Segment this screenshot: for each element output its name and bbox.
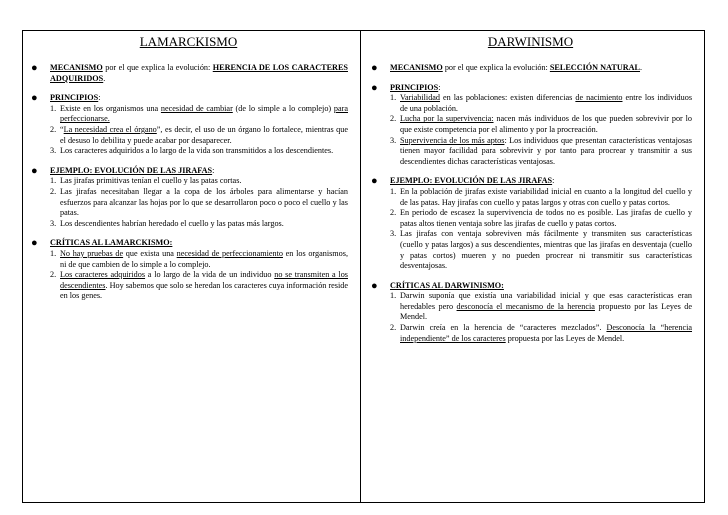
list-item: 3. Los caracteres adquiridos a lo largo de la vida son transmitidos a los descendientes. bbox=[50, 146, 334, 156]
list-item: 1. Darwin suponía que existía una variabilidad inicial y que esas características eran heredables pero desconocía el mecanismo de la herencia propuesto por las Leyes de Mendel. bbox=[390, 291, 692, 322]
list-item: 2. Las jirafas necesitaban llegar a la copa de los árboles para alimentarse y hacían esfuerzos para alcanzar las hojas por lo que se desarrollaron poco o poco el cuello y las patas. bbox=[50, 186, 348, 218]
lamarck-criticas-section: ● CRÍTICAS AL LAMARCKISMO: 1. No hay pruebas de que exista una necesidad de perfeccionamiento en los organismos, ni de que cambien de lo simple a lo complejo. 2. Los caracteres adquiridos a lo largo de la vida de un individuo no se transmiten a los descendientes. Hoy sabemos que solo se heredan los caracteres cuya información reside en los genes. bbox=[31, 237, 348, 301]
bullet-icon: ● bbox=[371, 279, 378, 292]
lamarckismo-title: LAMARCKISMO bbox=[139, 34, 238, 49]
list-item: 3. Las jirafas con ventaja sobreviven más fácilmente y transmiten sus características (cuello y patas largos) a sus descendientes, mientras que las jirafas en desventaja (cuello y patas cortos) mueren y no pueden procrear ni transmitir sus características desventajosas. bbox=[390, 229, 692, 271]
bullet-icon: ● bbox=[31, 62, 38, 74]
bullet-icon: ● bbox=[371, 62, 378, 74]
lamarck-ejemplo-section: ● EJEMPLO: EVOLUCIÓN DE LAS JIRAFAS: 1. Las jirafas primitivas tenían el cuello y las patas cortas. 2. Las jirafas necesitaban llegar a la copa de los árboles para alimentarse y hacían esfuerzos para alcanzar las hojas por lo que se desarrollaron poco o poco el cuello y las patas. 3. Los descendientes habrían heredado el cuello y las patas más largos. bbox=[31, 164, 348, 228]
list-item: 3. Los descendientes habrían heredado el cuello y las patas más largos. bbox=[50, 218, 284, 228]
bullet-icon: ● bbox=[31, 92, 38, 105]
list-item: 1. Las jirafas primitivas tenían el cuello y las patas cortas. bbox=[50, 176, 242, 186]
lamarck-mecanismo-section: ● MECANISMO por el que explica la evolución: HERENCIA DE LOS CARACTERES ADQUIRIDOS. bbox=[31, 62, 348, 83]
list-item: 2. En periodo de escasez la supervivencia de todos no es posible. Las jirafas de cuello y patas altos tienen ventaja sobre las jirafas de cuello y patas cortos. bbox=[390, 208, 692, 228]
darwinismo-column bbox=[361, 31, 704, 502]
comparison-sheet bbox=[22, 30, 705, 503]
bullet-icon: ● bbox=[31, 237, 38, 250]
darwin-ejemplo-section: ● EJEMPLO: EVOLUCIÓN DE LAS JIRAFAS: 1. En la población de jirafas existe variabilidad inicial en cuanto a la longitud del cuello y de las patas. Hay jirafas con cuello y patas largos y otras con cuello y patas cortos. 2. En periodo de escasez la supervivencia de todos no es posible. Las jirafas de cuello y patas altos tienen ventaja sobre las jirafas de cuello y patas cortos. 3. Las jirafas con ventaja sobreviven más fácilmente y transmiten sus características (cuello y patas largos) a sus descendientes, mientras que las jirafas en desventaja (cuello y patas cortos) mueren y no pueden procrear ni transmitir sus características desventajosas. bbox=[371, 175, 692, 271]
list-item: 2. “La necesidad crea el órgano”, es decir, el uso de un órgano lo fortalece, mientras que el desuso lo debilita y puede acabar por desaparecer. bbox=[50, 124, 348, 145]
list-item: 1. En la población de jirafas existe variabilidad inicial en cuanto a la longitud del cuello y de las patas. Hay jirafas con cuello y patas largos y otras con cuello y patas cortos. bbox=[390, 186, 692, 207]
bullet-icon: ● bbox=[371, 175, 378, 188]
lamarck-principios-section: ● PRINCIPIOS: 1. Existe en los organismos una necesidad de cambiar (de lo simple a lo complejo) para perfeccionarse. 2. “La necesidad crea el órgano”, es decir, el uso de un órgano lo fortalece, mientras que el desuso lo debilita y puede acabar por desaparecer. 3. Los caracteres adquiridos a lo largo de la vida son transmitidos a los descendientes. bbox=[31, 92, 348, 156]
list-item: 2. Darwin creía en la herencia de “caracteres mezclados”. Desconocía la “herencia independiente” de los caracteres propuesta por las Leyes de Mendel. bbox=[390, 323, 692, 343]
bullet-icon: ● bbox=[371, 81, 378, 94]
list-item: 3. Supervivencia de los más aptos: Los individuos que presentan características ventajosas tienen mayor facilidad para sobrevivir y por tanto para procrear y transmitir a sus descendientes dichas características ventajosas. bbox=[390, 135, 692, 166]
bullet-icon: ● bbox=[31, 164, 38, 177]
list-item: 2. Los caracteres adquiridos a lo largo de la vida de un individuo no se transmiten a los descendientes. Hoy sabemos que solo se heredan los caracteres cuya información reside en los genes. bbox=[50, 270, 348, 301]
list-item: 1. No hay pruebas de que exista una necesidad de perfeccionamiento en los organismos, ni de que cambien de lo simple a lo complejo. bbox=[50, 248, 348, 269]
list-item: 1. Existe en los organismos una necesidad de cambiar (de lo simple a lo complejo) para perfeccionarse. bbox=[50, 103, 348, 124]
darwin-mecanismo-section: ● MECANISMO por el que explica la evolución: SELECCIÓN NATURAL. bbox=[371, 62, 643, 74]
lamarckismo-column bbox=[23, 31, 361, 502]
list-item: 1. Variabilidad en las poblaciones: existen diferencias de nacimiento entre los individuos de una población. bbox=[390, 93, 693, 113]
darwinismo-title: DARWINISMO bbox=[487, 34, 574, 49]
list-item: 2. Lucha por la supervivencia: nacen más individuos de los que pueden sobrevivir por lo que existe competencia por el alimento y por la procreación. bbox=[390, 114, 692, 134]
darwin-criticas-section: ● CRÍTICAS AL DARWINISMO: 1. Darwin suponía que existía una variabilidad inicial y que esas características eran heredables pero desconocía el mecanismo de la herencia propuesto por las Leyes de Mendel. 2. Darwin creía en la herencia de “caracteres mezclados”. Desconocía la “herencia independiente” de los caracteres propuesta por las Leyes de Mendel. bbox=[371, 279, 692, 343]
darwin-principios-section: ● PRINCIPIOS: 1. Variabilidad en las poblaciones: existen diferencias de nacimiento entre los individuos de una población. 2. Lucha por la supervivencia: nacen más individuos de los que pueden sobrevivir por lo que existe competencia por el alimento y por la procreación. 3. Supervivencia de los más aptos: Los individuos que presentan características ventajosas tienen mayor facilidad para sobrevivir y por tanto para procrear y transmitir a sus descendientes dichas características ventajosas. bbox=[371, 81, 693, 166]
